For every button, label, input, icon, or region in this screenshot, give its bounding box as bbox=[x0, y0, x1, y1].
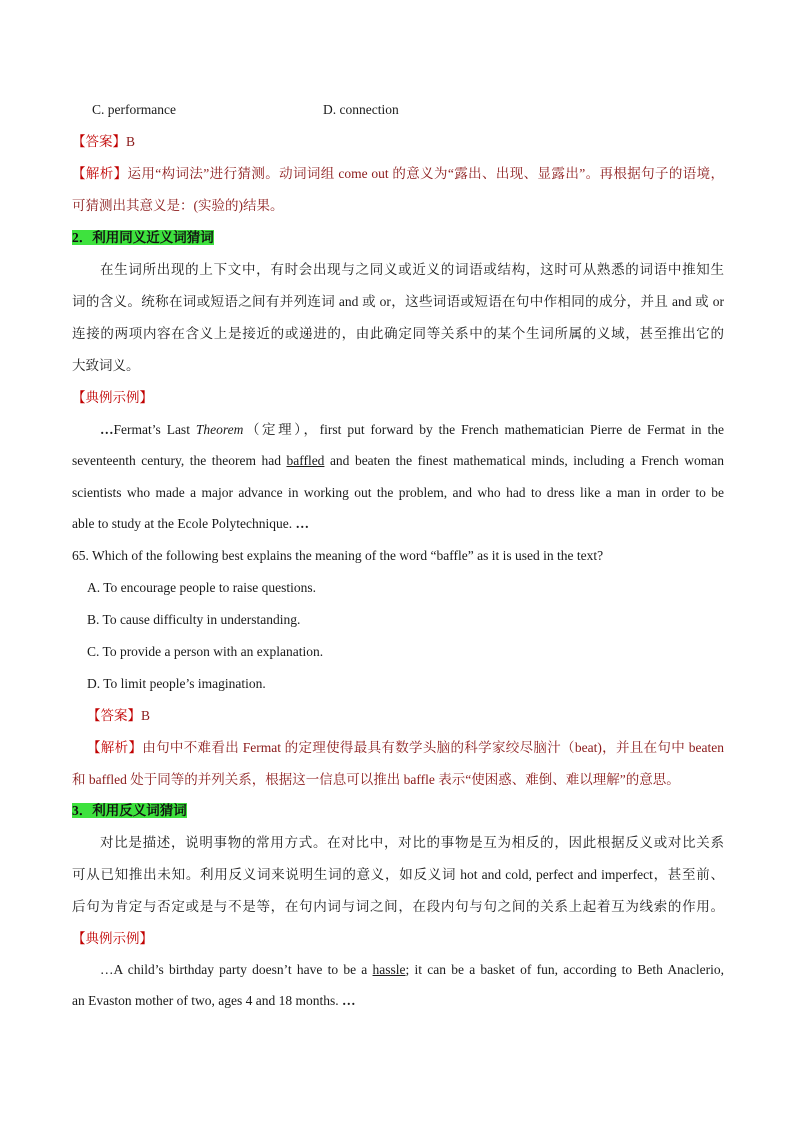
passage-text: seventeenth century, the theorem had bbox=[72, 453, 287, 468]
passage-line-4 bbox=[72, 514, 724, 534]
passage3-line-1 bbox=[100, 960, 724, 980]
section2-paragraph-line-1: 在生词所出现的上下文中，有时会出现与之同义或近义的词语或结构，这时可从熟悉的词语中推知生 bbox=[100, 262, 724, 277]
ellipsis-end: … bbox=[295, 516, 309, 531]
question-option-a: A. To encourage people to raise questions. bbox=[87, 580, 316, 595]
passage-term-baffled: baffled bbox=[286, 453, 325, 468]
analysis2-line-2: 和 baffled 处于同等的并列关系，根据这一信息可以推出 baffle 表示“使困惑、难倒、难以理解”的意思。 bbox=[72, 772, 680, 787]
section-heading-2-text: 2．利用同义近义词猜词 bbox=[72, 230, 214, 245]
example-label-3: 【典例示例】 bbox=[72, 931, 153, 946]
passage-text: Fermat’s Last bbox=[113, 422, 196, 437]
answer-line-2 bbox=[87, 706, 150, 726]
section-heading-3-text: 3．利用反义词猜词 bbox=[72, 803, 187, 818]
passage-text: an Evaston mother of two, ages 4 and 18 months. bbox=[72, 993, 342, 1008]
answer-value: B bbox=[126, 134, 136, 149]
section3-paragraph-line-3: 后句为肯定与否定或是与不是等，在句内词与词之间，在段内句与句之间的关系上起着互为线索的作用。 bbox=[72, 899, 724, 914]
section3-paragraph-line-1: 对比是描述，说明事物的常用方式。在对比中，对比的事物是互为相反的，因此根据反义或对比关系 bbox=[100, 835, 724, 850]
passage-term-theorem: Theorem bbox=[195, 422, 244, 437]
passage-line-2 bbox=[72, 451, 724, 471]
passage-text: （定理），first put forward by the French mathematician Pierre de Fermat in the bbox=[243, 422, 724, 437]
example-label-2: 【典例示例】 bbox=[72, 390, 153, 405]
passage-text: and beaten the finest mathematical minds, including a French woman bbox=[324, 453, 725, 468]
section2-paragraph-line-2: 词的含义。统称在词或短语之间有并列连词 and 或 or，这些词语或短语在句中作相同的成分，并且 and 或 or bbox=[72, 294, 724, 309]
answer-value-2: B bbox=[141, 708, 151, 723]
answer-line bbox=[72, 132, 724, 152]
answer-label-2: 【答案】 bbox=[87, 708, 141, 723]
passage-text: ; it can be a basket of fun, according to Beth Anaclerio, bbox=[405, 962, 724, 977]
analysis2-line-1 bbox=[87, 738, 724, 758]
passage-text: able to study at the Ecole Polytechnique. bbox=[72, 516, 296, 531]
answer-label: 【答案】 bbox=[72, 134, 126, 149]
passage3-line-2 bbox=[72, 991, 724, 1011]
analysis-line-2: 可猜测出其意义是：(实验的)结果。 bbox=[72, 198, 284, 213]
passage-text: …A child’s birthday party doesn’t have to be a bbox=[100, 962, 373, 977]
passage-line-3: scientists who made a major advance in working out the problem, and who had to dress like a man in order to be bbox=[72, 485, 724, 500]
question-option-c: C. To provide a person with an explanation. bbox=[87, 644, 324, 659]
passage-term-hassle: hassle bbox=[372, 962, 406, 977]
option-c: C. performance bbox=[92, 102, 176, 117]
passage-line-1 bbox=[100, 420, 724, 440]
analysis2-text-1: 由句中不难看出 Fermat 的定理使得最具有数学头脑的科学家绞尽脑汁（beat)，并且在句中 beaten bbox=[142, 740, 724, 755]
ellipsis-end: … bbox=[341, 993, 356, 1008]
question-65: 65. Which of the following best explains the meaning of the word “baffle” as it is used in the text? bbox=[72, 548, 604, 563]
ellipsis-start: … bbox=[100, 422, 114, 437]
section2-paragraph-line-4: 大致词义。 bbox=[72, 358, 140, 373]
analysis-label: 【解析】 bbox=[72, 166, 128, 181]
question-option-d: D. To limit people’s imagination. bbox=[87, 676, 266, 691]
analysis-label-2: 【解析】 bbox=[87, 740, 143, 755]
section-heading-2 bbox=[72, 228, 724, 248]
section3-paragraph-line-2: 可从已知推出未知。利用反义词来说明生词的意义，如反义词 hot and cold, perfect and imperfect，甚至前、 bbox=[72, 867, 724, 882]
option-d: D. connection bbox=[323, 102, 399, 117]
section2-paragraph-line-3: 连接的两项内容在含义上是接近的或递进的，由此确定同等关系中的某个生词所属的义域，甚至推出它的 bbox=[72, 326, 724, 341]
question-option-b: B. To cause difficulty in understanding. bbox=[87, 612, 301, 627]
analysis-line-1 bbox=[72, 164, 724, 184]
analysis-text-1: 运用“构词法”进行猜测。动词词组 come out 的意义为“露出、出现、显露出”。再根据句子的语境， bbox=[127, 166, 725, 181]
section-heading-3 bbox=[72, 801, 724, 821]
